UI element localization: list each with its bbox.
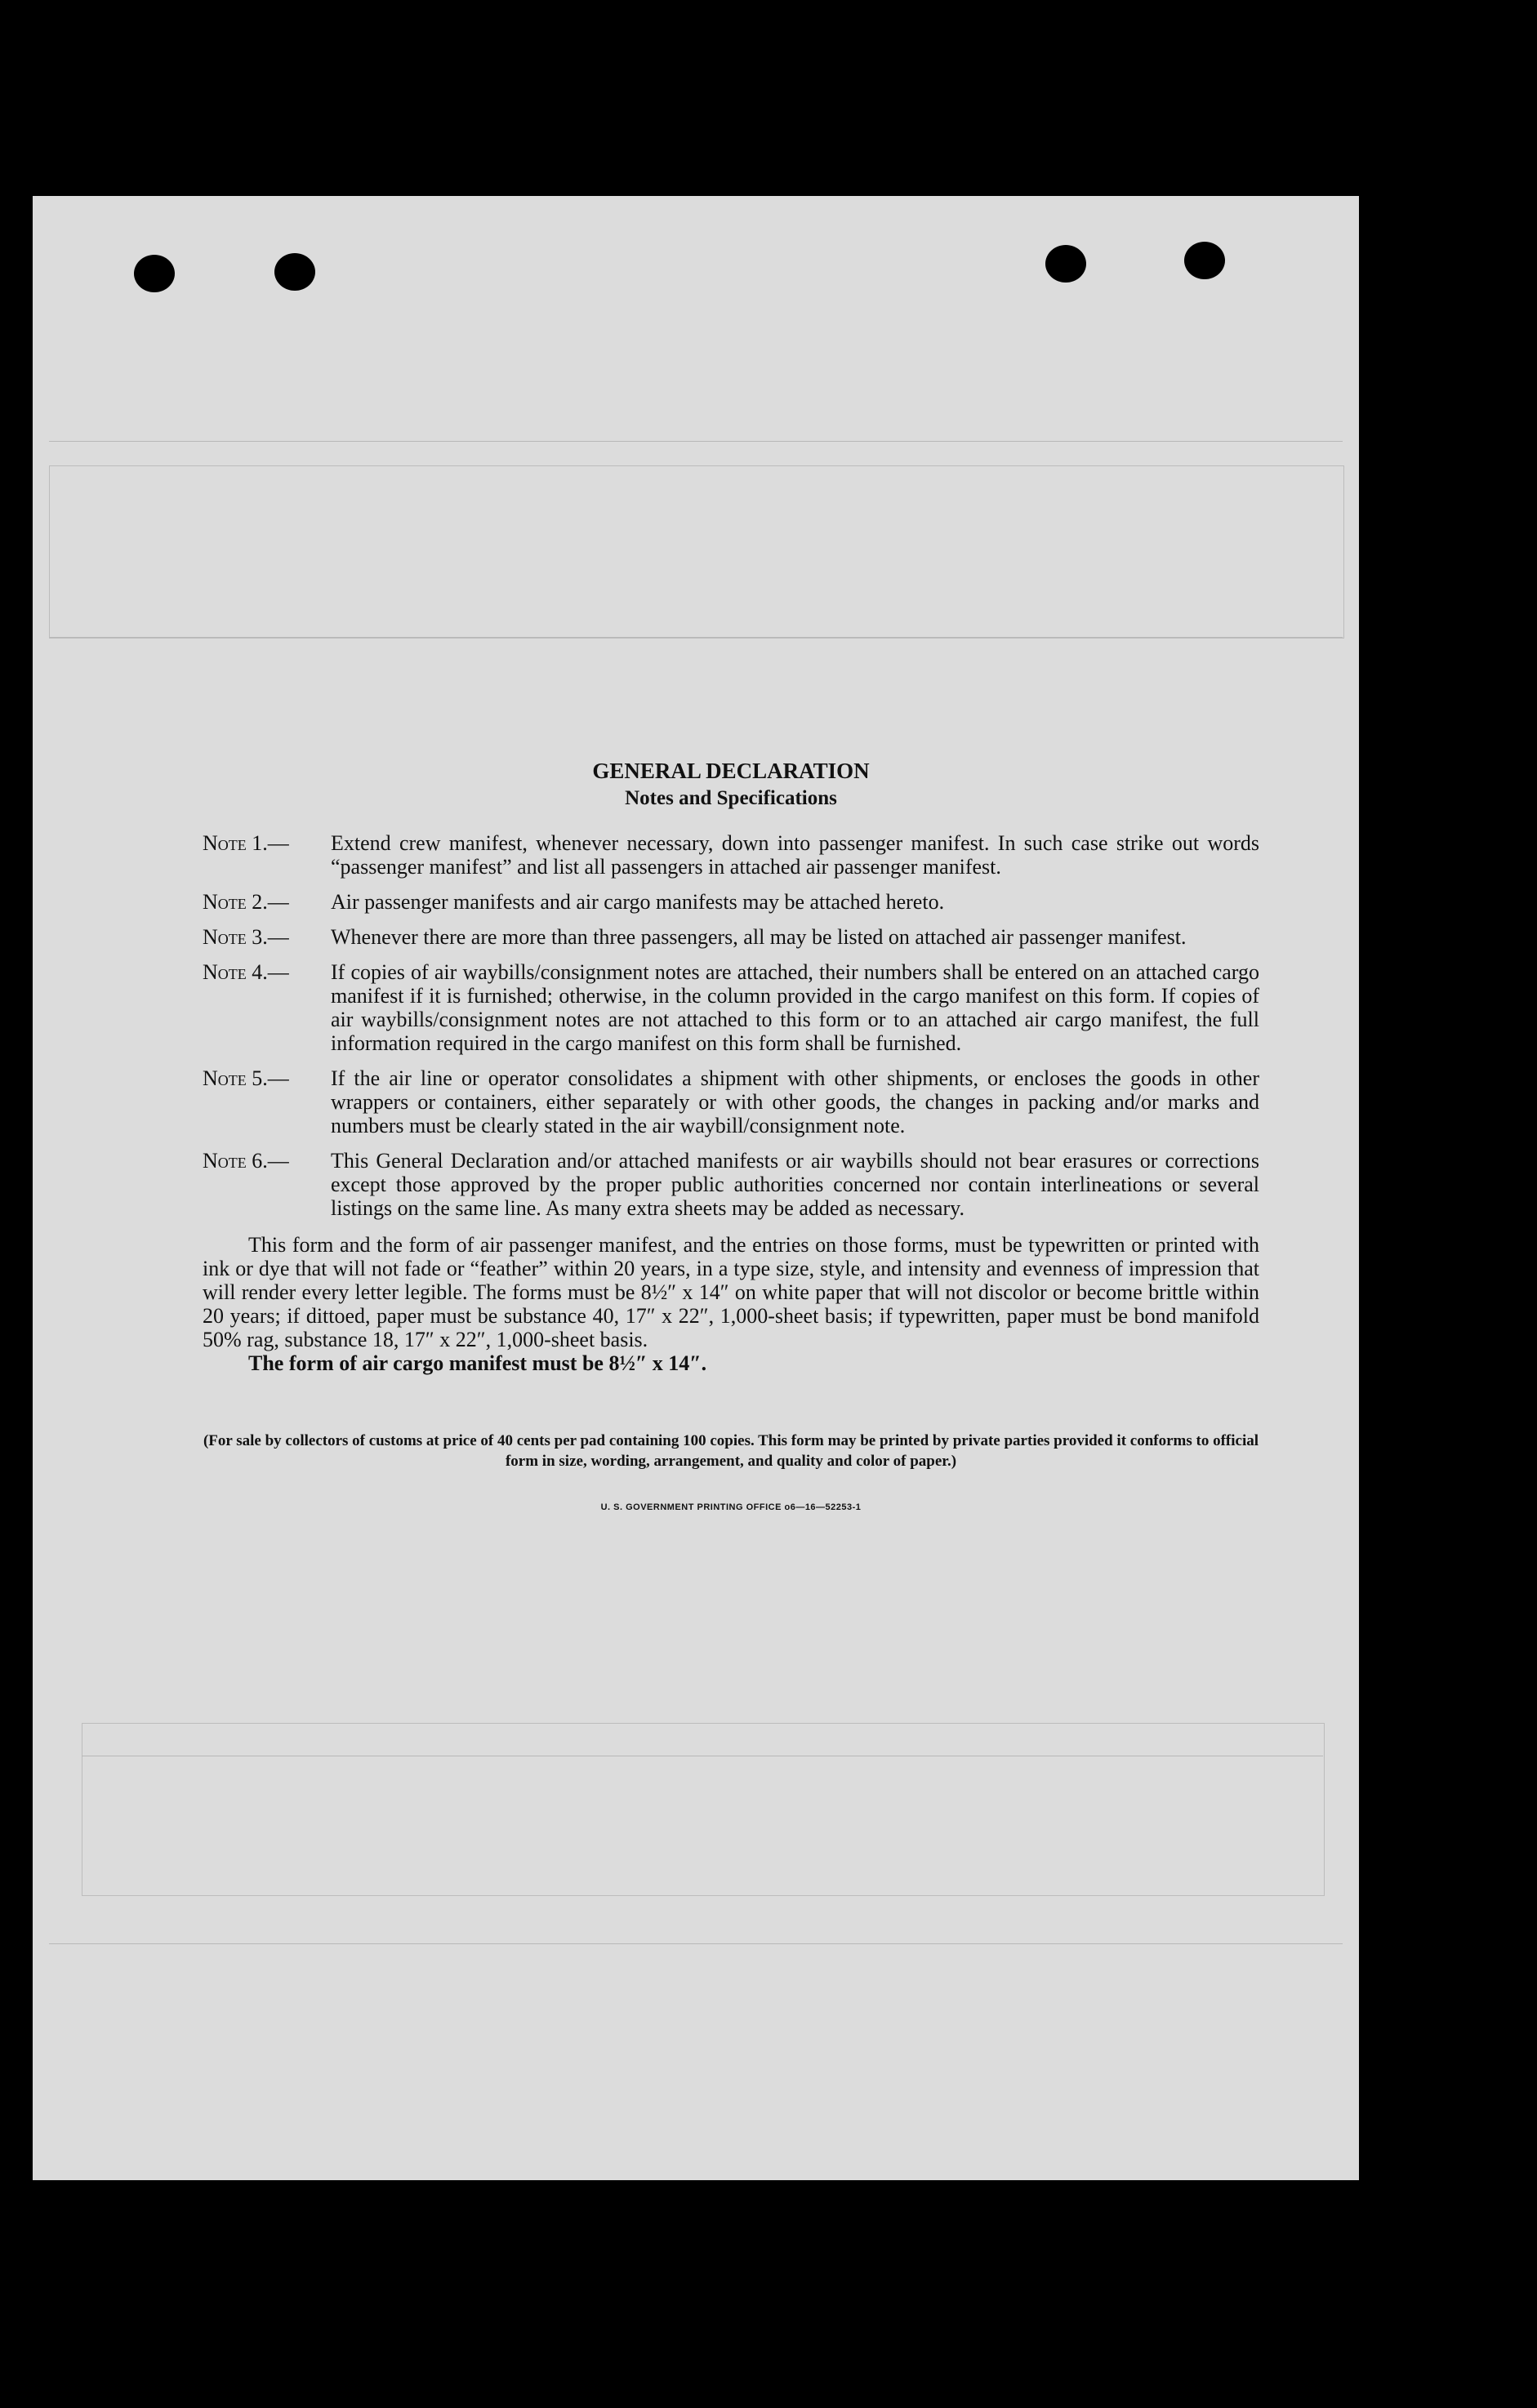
note-4: Note 4.— If copies of air waybills/consignment notes are attached, their numbers shall be entered on an attached cargo manifest if it is furnished; otherwise, in the column provided in the cargo manifest on this form. If copies of air waybills/consignment notes are not attached to this form or to an attached air cargo manifest, the full information required in the cargo manifest on this form shall be furnished.	[203, 960, 1259, 1055]
note-label: Note 5.	[203, 1066, 268, 1090]
printer-imprint: U. S. GOVERNMENT PRINTING OFFICE o6—16—52253-1	[600, 1502, 862, 1512]
note-3: Note 3.— Whenever there are more than three passengers, all may be listed on attached air passenger manifest.	[203, 925, 1259, 949]
note-1: Note 1.— Extend crew manifest, whenever necessary, down into passenger manifest. In such case strike out words “passenger manifest” and list all passengers in attached air passenger manifest.	[203, 831, 1259, 879]
note-2: Note 2.— Air passenger manifests and air cargo manifests may be attached hereto.	[203, 890, 1259, 914]
note-text: If the air line or operator consolidates a shipment with other shipments, or encloses the goods in other wrappers or containers, either separately or with other goods, the changes in packing and/or marks and numbers must be clearly stated in the air waybill/consignment note.	[331, 1066, 1259, 1137]
note-6: Note 6.— This General Declaration and/or attached manifests or air waybills should not bear erasures or corrections except those approved by the proper public authorities concerned nor contain interlineations or several listings on the same line. As many extra sheets may be added as necessary.	[203, 1149, 1259, 1220]
note-text: This General Declaration and/or attached manifests or air waybills should not bear erasures or corrections except those approved by the proper public authorities concerned nor contain interlineations or several listings on the same line. As many extra sheets may be added as necessary.	[331, 1149, 1259, 1220]
bleed-through-table	[82, 1723, 1325, 1896]
note-text: Whenever there are more than three passengers, all may be listed on attached air passenger manifest.	[331, 925, 1187, 949]
note-label: Note 2.	[203, 890, 268, 914]
note-text: Air passenger manifests and air cargo manifests may be attached hereto.	[331, 890, 945, 914]
declaration-notes	[203, 759, 1259, 1520]
sale-notice: (For sale by collectors of customs at price of 40 cents per pad containing 100 copies. This form may be printed by private parties provided it conforms to official form in size, wording, arrangement, and quality and color of paper.)	[203, 1432, 1259, 1470]
bleed-through-table	[49, 465, 1344, 639]
punch-hole	[1184, 242, 1225, 279]
note-5: Note 5.— If the air line or operator consolidates a shipment with other shipments, or encloses the goods in other wrappers or containers, either separately or with other goods, the changes in packing and/or marks and numbers must be clearly stated in the air waybill/consignment note.	[203, 1066, 1259, 1137]
bleed-through-line	[49, 1943, 1343, 1944]
form-specification-paragraph: This form and the form of air passenger manifest, and the entries on those forms, must be typewritten or printed with ink or dye that will not fade or “feather” within 20 years, in a type size, style, and intensity and evenness of impression that will render every letter legible. The forms must be 8½″ x 14″ on white paper that will not discolor or become brittle within 20 years; if dittoed, paper must be substance 40, 17″ x 22″, 1,000-sheet basis; if typewritten, paper must be bond manifold 50% rag, substance 18, 17″ x 22″, 1,000-sheet basis.	[203, 1233, 1259, 1351]
note-text: Extend crew manifest, whenever necessary, down into passenger manifest. In such case strike out words “passenger manifest” and list all passengers in attached air passenger manifest.	[331, 831, 1259, 879]
punch-hole	[274, 253, 315, 291]
note-label: Note 3.	[203, 925, 268, 949]
note-label: Note 1.	[203, 831, 268, 855]
page-title: GENERAL DECLARATION	[592, 759, 870, 783]
note-label: Note 4.	[203, 960, 268, 984]
note-label: Note 6.	[203, 1149, 268, 1173]
cargo-manifest-size-note: The form of air cargo manifest must be 8½″ x 14″.	[248, 1351, 707, 1375]
note-text: If copies of air waybills/consignment notes are attached, their numbers shall be entered on an attached cargo manifest if it is furnished; otherwise, in the column provided in the cargo manifest on this form. If copies of air waybills/consignment notes are not attached to this form or to an attached air cargo manifest, the full information required in the cargo manifest on this form shall be furnished.	[331, 960, 1259, 1055]
page-subtitle: Notes and Specifications	[625, 787, 837, 809]
punch-hole	[134, 255, 175, 292]
bleed-through-line	[49, 441, 1343, 442]
punch-hole	[1045, 245, 1086, 283]
document-page	[33, 196, 1359, 2180]
